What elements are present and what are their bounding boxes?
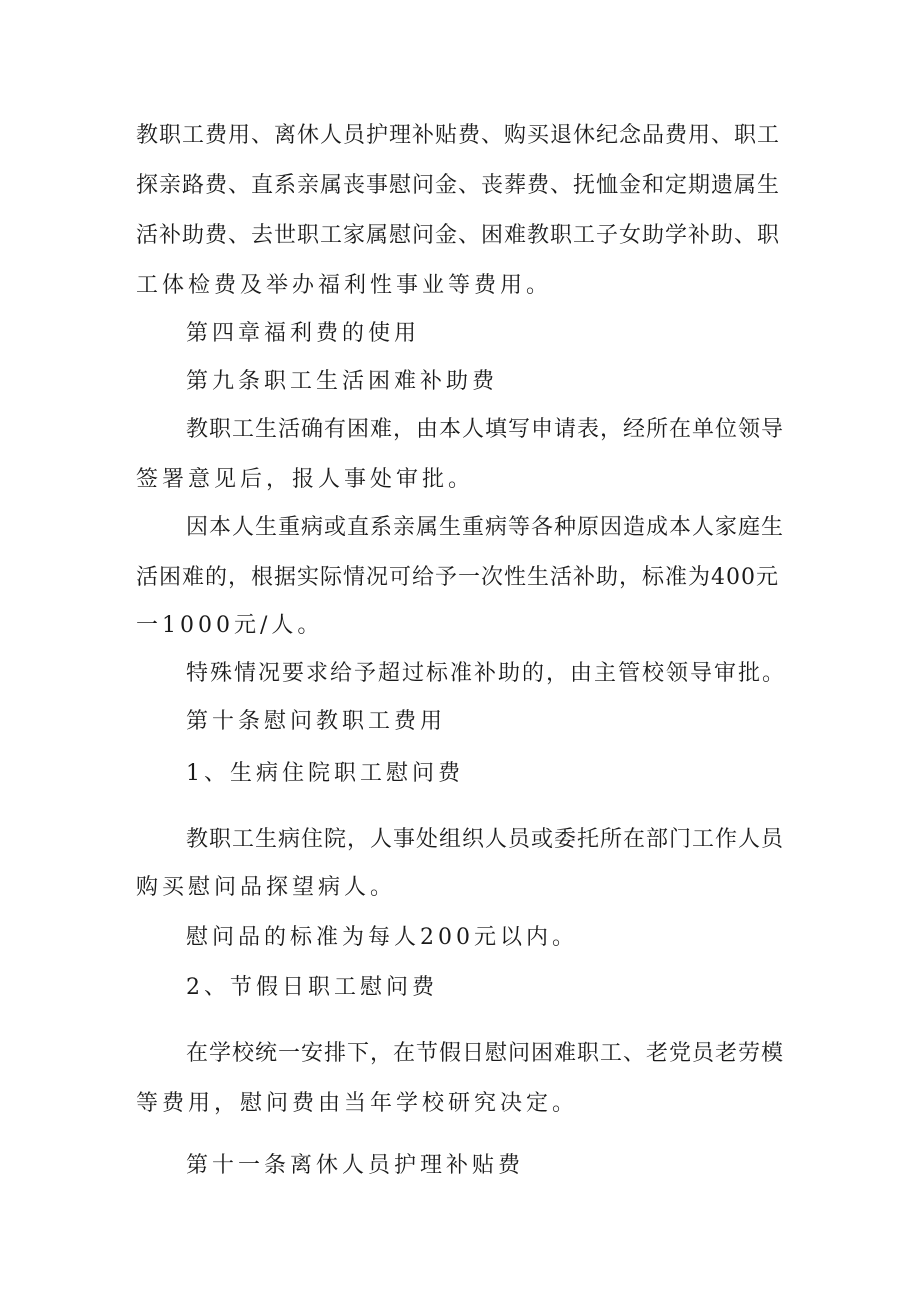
text-line: 探亲路费、直系亲属丧事慰问金、丧葬费、抚恤金和定期遗属生 bbox=[136, 173, 781, 198]
text-line: 教职工费用、离休人员护理补贴费、购买退休纪念品费用、职工 bbox=[136, 123, 781, 148]
text-line: 等费用，慰问费由当年学校研究决定。 bbox=[136, 1091, 579, 1116]
text-line: 一1000元/人。 bbox=[136, 613, 324, 638]
text-line: 教职工生病住院，人事处组织人员或委托所在部门工作人员 bbox=[186, 827, 785, 852]
text-line: 2、节假日职工慰问费 bbox=[186, 975, 438, 1000]
text-line: 在学校统一安排下，在节假日慰问困难职工、老党员老劳模 bbox=[186, 1041, 785, 1066]
text-line: 活困难的，根据实际情况可给予一次性生活补助，标准为400元 bbox=[136, 565, 779, 590]
text-line: 活补助费、去世职工家属慰问金、困难教职工子女助学补助、职 bbox=[136, 223, 781, 248]
text-line: 第十条慰问教职工费用 bbox=[186, 709, 447, 734]
text-line: 教职工生活确有困难，由本人填写申请表，经所在单位领导 bbox=[186, 417, 785, 442]
text-line: 购买慰问品探望病人。 bbox=[136, 875, 397, 900]
text-line: 因本人生重病或直系亲属生重病等各种原因造成本人家庭生 bbox=[186, 515, 785, 540]
text-line: 慰问品的标准为每人200元以内。 bbox=[186, 925, 578, 950]
text-line: 第十一条离休人员护理补贴费 bbox=[186, 1153, 525, 1178]
text-line: 第四章福利费的使用 bbox=[186, 321, 421, 346]
text-line: 工体检费及举办福利性事业等费用。 bbox=[136, 273, 553, 298]
text-line: 第九条职工生活困难补助费 bbox=[186, 369, 499, 394]
text-line: 签署意见后，报人事处审批。 bbox=[136, 467, 475, 492]
text-line: 1、生病住院职工慰问费 bbox=[186, 761, 464, 786]
text-line: 特殊情况要求给予超过标准补助的，由主管校领导审批。 bbox=[186, 661, 787, 686]
